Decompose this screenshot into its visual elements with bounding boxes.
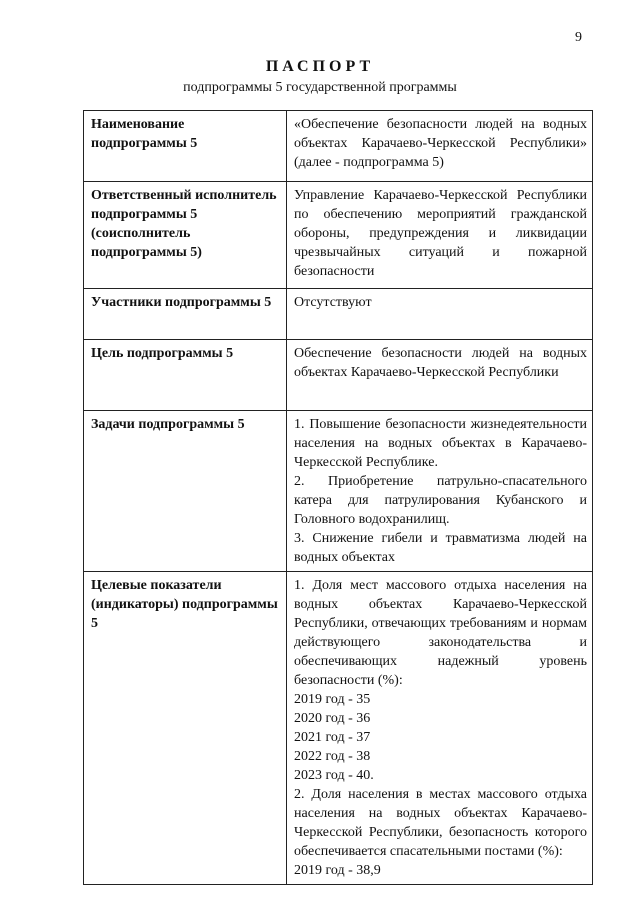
- value-line: 1. Повышение безопасности жизнедеятельности населения на водных объектах в Карачаево-Черкесской Республике.: [294, 417, 587, 470]
- value-line: «Обеспечение безопасности людей на водных объектах Карачаево-Черкесской Республики» (далее - подпрограмма 5): [294, 117, 587, 170]
- row-label: Ответственный исполнитель подпрограммы 5 (соисполнитель подпрограммы 5): [84, 182, 287, 289]
- value-line: Обеспечение безопасности людей на водных объектах Карачаево-Черкесской Республики: [294, 346, 587, 380]
- value-line: 2019 год - 38,9: [294, 863, 381, 878]
- row-label: Целевые показатели (индикаторы) подпрограммы 5: [84, 572, 287, 885]
- value-line: Управление Карачаево-Черкесской Республики по обеспечению мероприятий гражданской обороны, предупреждения и ликвидации чрезвычайных ситуаций и пожарной безопасности: [294, 188, 587, 279]
- row-label: Цель подпрограммы 5: [84, 340, 287, 411]
- row-value: [287, 340, 593, 411]
- document-subtitle: подпрограммы 5 государственной программы: [183, 80, 457, 95]
- value-line: Отсутствуют: [294, 295, 372, 310]
- table-row-tasks: [84, 411, 593, 572]
- value-line: 2020 год - 36: [294, 711, 371, 726]
- value-line: 2019 год - 35: [294, 692, 371, 707]
- row-value: [287, 289, 593, 340]
- value-line: 2. Доля населения в местах массового отдыха населения на водных объектах Карачаево-Черкесской Республики, безопасность которого обеспечивается спасательными постами (%):: [294, 787, 587, 859]
- table-row-goal: [84, 340, 593, 411]
- value-line: 2022 год - 38: [294, 749, 371, 764]
- value-line: 3. Снижение гибели и травматизма людей на водных объектах: [294, 531, 587, 565]
- passport-table: [83, 110, 593, 885]
- row-value: [287, 111, 593, 182]
- page-number: 9: [575, 30, 582, 45]
- row-value: [287, 411, 593, 572]
- value-line: 2023 год - 40.: [294, 768, 374, 783]
- row-label: Задачи подпрограммы 5: [84, 411, 287, 572]
- table-row-participants: [84, 289, 593, 340]
- table-row-name: [84, 111, 593, 182]
- value-line: 2. Приобретение патрульно-спасательного катера для патрулирования Кубанского и Головного водохранилищ.: [294, 474, 587, 527]
- table-row-executor: [84, 182, 593, 289]
- row-value: [287, 572, 593, 885]
- row-value: [287, 182, 593, 289]
- value-line: 2021 год - 37: [294, 730, 371, 745]
- row-label: Наименование подпрограммы 5: [84, 111, 287, 182]
- row-label: Участники подпрограммы 5: [84, 289, 287, 340]
- document-title: ПАСПОРТ: [265, 58, 375, 75]
- value-line: 1. Доля мест массового отдыха населения на водных объектах Карачаево-Черкесской Республики, отвечающих требованиям и нормам действующего законодательства и обеспечивающих надежный уровень безопасности (%):: [294, 578, 587, 688]
- table-row-indicators: [84, 572, 593, 885]
